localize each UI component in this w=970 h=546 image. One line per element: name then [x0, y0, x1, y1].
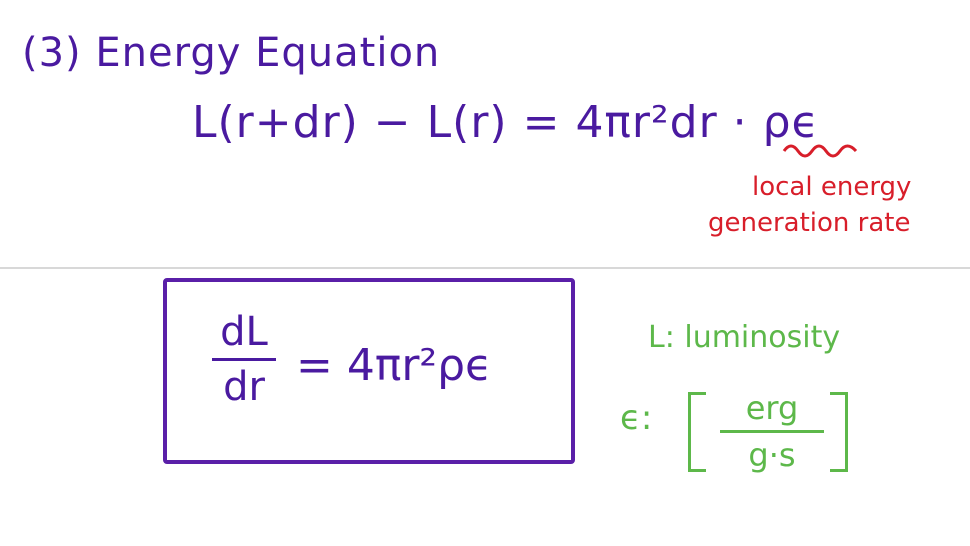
derivative-fraction [212, 309, 276, 410]
section-divider [0, 267, 970, 269]
section-heading: (3) Energy Equation [22, 30, 441, 76]
annotation-line1: local energy [752, 172, 912, 202]
left-bracket [688, 392, 706, 472]
unit-numerator: erg [745, 389, 799, 427]
epsilon-units-fraction [720, 389, 824, 474]
unit-denominator: g·s [748, 436, 796, 474]
right-bracket [830, 392, 848, 472]
epsilon-symbol: ϵ: [620, 398, 653, 438]
derivative-numerator: dL [220, 309, 268, 355]
fraction-bar [212, 358, 276, 361]
unit-fraction-bar [720, 430, 824, 433]
annotation-line2: generation rate [708, 208, 911, 238]
squiggle-underline-icon [782, 141, 862, 163]
derivative-denominator: dr [223, 364, 265, 410]
energy-difference-equation: L(r+dr) − L(r) = 4πr²dr · ρϵ [192, 97, 820, 148]
luminosity-definition: L: luminosity [648, 320, 841, 355]
boxed-equation-rhs: = 4πr²ρϵ [296, 340, 493, 391]
